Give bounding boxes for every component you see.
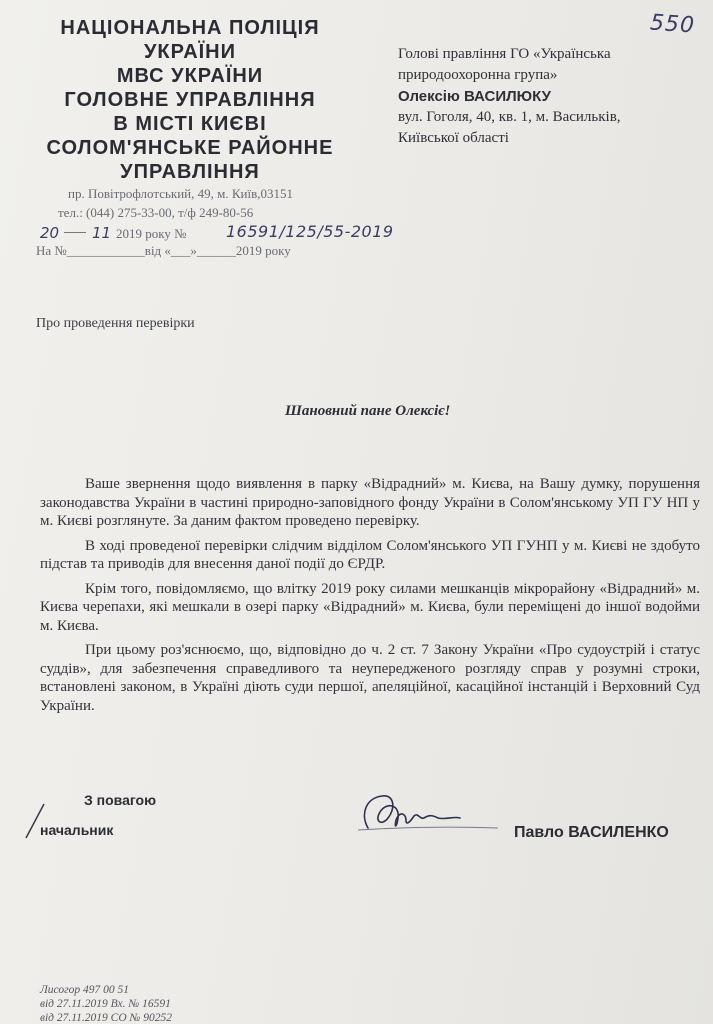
recipient-address-1: вул. Гоголя, 40, кв. 1, м. Васильків, — [398, 109, 621, 125]
signer-name: Павло ВАСИЛЕНКО — [514, 824, 669, 841]
incoming-reference: На №____________від «___»______2019 року — [36, 243, 291, 258]
footer-executor: Лисогор 497 00 51 — [40, 984, 129, 996]
recipient-name: Олексію ВАСИЛЮКУ — [398, 88, 551, 105]
outgoing-day: 20 — [40, 224, 60, 242]
letter-body — [40, 475, 700, 721]
body-paragraph-4: При цьому роз'яснюємо, що, відповідно до ч. 2 ст. 7 Закону України «Про судоустрій і статус суддів», для забезпечення справедливого та неупередженого розгляду справ у розумні строки, встановлені законом, в Україні діють суди першої, апеляційної, касаційної інстанцій і Верховний Суд України. — [40, 642, 700, 714]
sender-phone: тел.: (044) 275-33-00, т/ф 249-80-56 — [58, 205, 254, 220]
footer-incoming-record: від 27.11.2019 Вх. № 16591 — [40, 998, 171, 1010]
letter-subject: Про проведення перевірки — [36, 316, 195, 331]
outgoing-month: 11 — [92, 224, 112, 242]
sender-line-6: СОЛОМ'ЯНСЬКЕ РАЙОННЕ — [46, 137, 334, 159]
sender-line-1: НАЦІОНАЛЬНА ПОЛІЦІЯ — [60, 17, 320, 39]
sender-line-4: ГОЛОВНЕ УПРАВЛІННЯ — [64, 89, 316, 111]
sender-header — [40, 16, 340, 184]
body-paragraph-2: В ході проведеної перевірки слідчим відділом Солом'янського УП ГУНП у м. Києві не здобуто підстав та приводів для внесення даної події до ЄРДР. — [40, 537, 700, 572]
body-paragraph-3: Крім того, повідомляємо, що влітку 2019 року силами мешканців мікрорайону «Відрадний» м. Києва черепахи, які мешкали в озері парку «Відрадний» м. Києва, були переміщені до іншої водойми м. Києва. — [40, 580, 700, 634]
salutation: Шановний пане Олексіє! — [285, 403, 451, 419]
handwritten-corner-number: 550 — [649, 10, 696, 39]
closing-phrase: З повагою — [84, 792, 157, 808]
recipient-address-2: Київської області — [398, 130, 509, 146]
handwritten-signature — [350, 784, 500, 844]
body-paragraph-1: Ваше звернення щодо виявлення в парку «Відрадний» м. Києва, на Вашу думку, порушення законодавства України в частині природно-заповідного фонду України в Солом'янському УП ГУ НП у м. Києві розглянуте. За даним фактом проведено перевірку. — [40, 476, 700, 529]
footer-so-record: від 27.11.2019 СО № 90252 — [40, 1012, 172, 1024]
recipient-block — [398, 44, 698, 149]
outgoing-year-text: 2019 року № — [116, 226, 187, 241]
sender-line-7: УПРАВЛІННЯ — [120, 161, 260, 183]
recipient-line-2: природоохоронна група» — [398, 67, 558, 83]
outgoing-number: 16591/125/55-2019 — [226, 222, 394, 241]
sender-line-5: В МІСТІ КИЄВІ — [113, 113, 267, 135]
sender-line-2: УКРАЇНИ — [143, 41, 236, 63]
recipient-line-1: Голові правління ГО «Українська — [398, 46, 611, 62]
margin-tick-mark — [18, 800, 48, 844]
sender-address: пр. Повітрофлотський, 49, м. Київ,03151 — [68, 186, 293, 201]
footer-notes — [40, 983, 172, 1024]
sender-line-3: МВС УКРАЇНИ — [116, 65, 264, 87]
signer-position: начальник — [40, 822, 114, 838]
